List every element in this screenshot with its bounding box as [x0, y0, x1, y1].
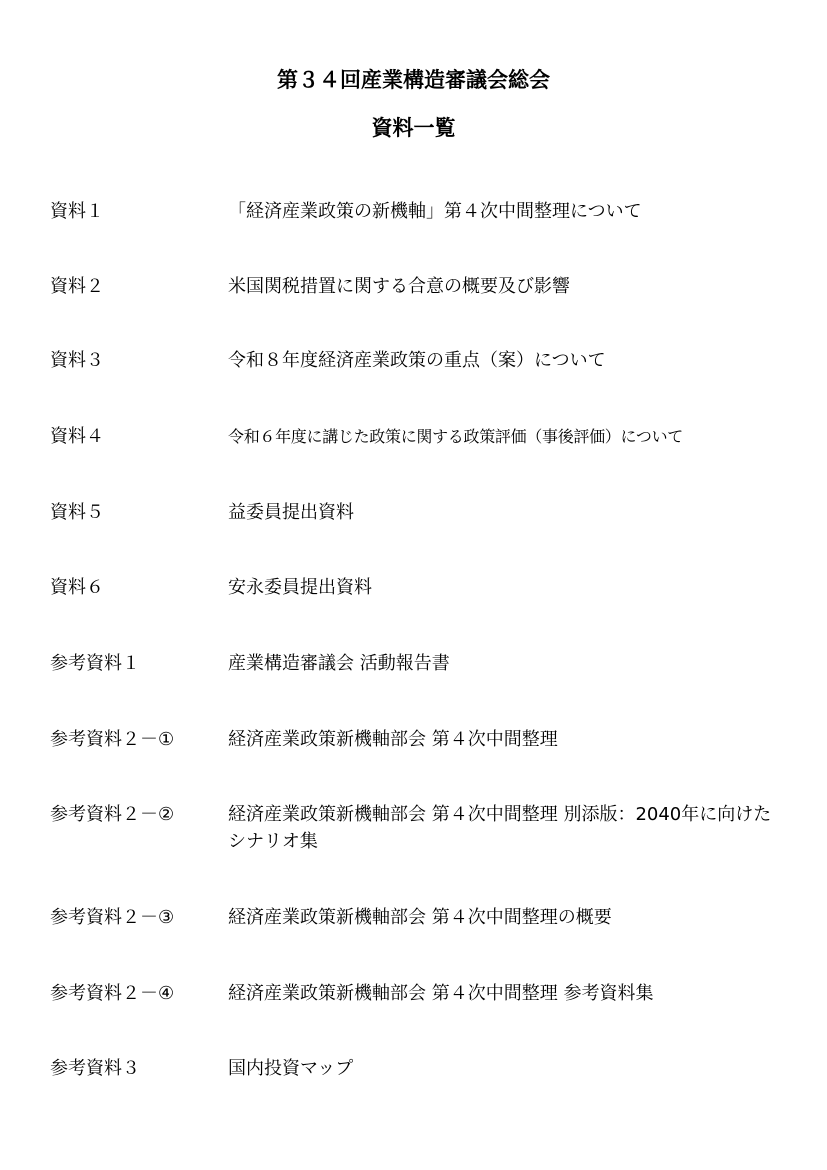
material-label: 資料１ — [50, 201, 104, 222]
material-description: 国内投資マップ — [228, 1058, 354, 1079]
material-description: 令和８年度経済産業政策の重点（案）について — [228, 350, 606, 371]
document-subtitle: 資料一覧 — [371, 116, 456, 140]
material-label: 参考資料１ — [50, 653, 140, 674]
material-label: 資料６ — [50, 577, 104, 598]
material-description: 産業構造審議会 活動報告書 — [228, 653, 450, 674]
material-label: 参考資料２－④ — [50, 983, 175, 1004]
material-description: 経済産業政策新機軸部会 第４次中間整理 別添版：2040年に向けたシナリオ集 — [228, 804, 772, 852]
material-label: 資料２ — [50, 276, 104, 297]
document-title: 第３４回産業構造審議会総会 — [277, 68, 550, 92]
material-label: 参考資料２－② — [50, 804, 175, 825]
material-description: 益委員提出資料 — [228, 502, 354, 523]
material-label: 参考資料３ — [50, 1058, 140, 1079]
material-description: 経済産業政策新機軸部会 第４次中間整理 — [228, 729, 558, 750]
material-description: 「経済産業政策の新機軸」第４次中間整理について — [228, 201, 642, 222]
material-label: 資料４ — [50, 426, 104, 447]
material-label: 参考資料２－① — [50, 729, 175, 750]
material-description: 令和６年度に講じた政策に関する政策評価（事後評価）について — [228, 427, 683, 446]
material-description: 安永委員提出資料 — [228, 577, 372, 598]
material-label: 資料３ — [50, 350, 104, 371]
material-description: 経済産業政策新機軸部会 第４次中間整理の概要 — [228, 907, 612, 928]
material-description: 米国関税措置に関する合意の概要及び影響 — [228, 276, 570, 297]
material-label: 参考資料２－③ — [50, 907, 175, 928]
material-description: 経済産業政策新機軸部会 第４次中間整理 参考資料集 — [228, 983, 654, 1004]
material-label: 資料５ — [50, 502, 104, 523]
